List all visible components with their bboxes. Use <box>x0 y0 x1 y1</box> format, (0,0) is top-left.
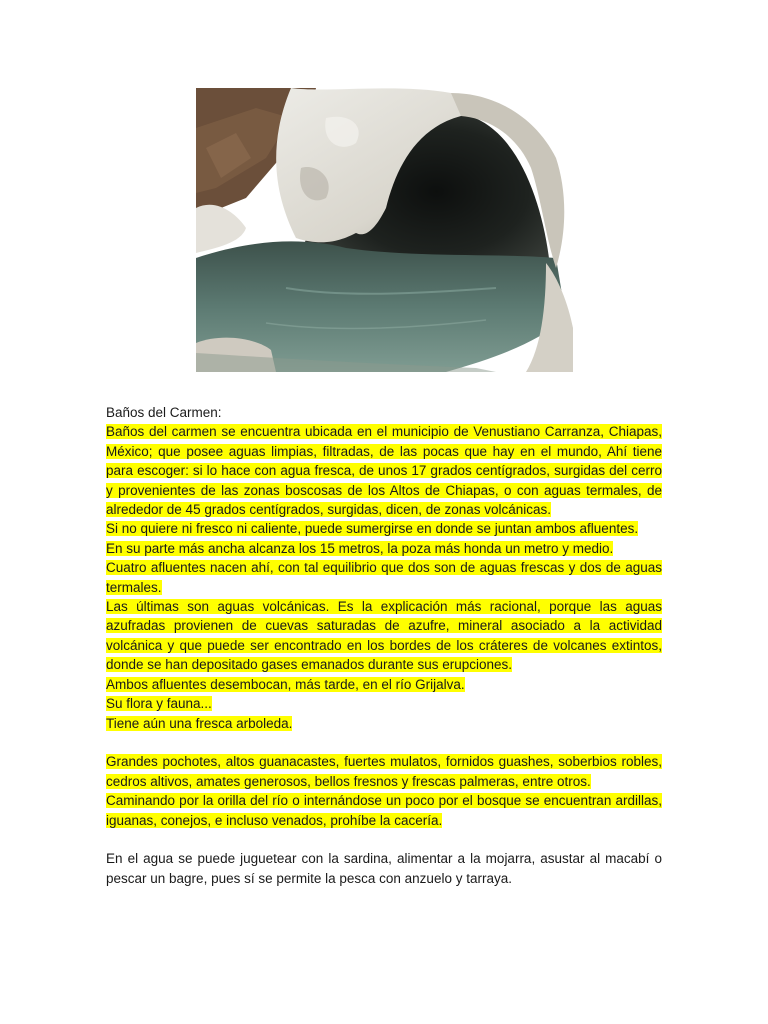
article-heading: Baños del Carmen: <box>106 405 222 420</box>
spacer <box>106 830 662 849</box>
cave-pool-photo <box>196 88 573 372</box>
paragraph-arboleda: Tiene aún una fresca arboleda. <box>106 715 293 731</box>
article-body <box>106 403 662 888</box>
paragraph-location: Baños del carmen se encuentra ubicada en el municipio de Venustiano Carranza, Chiapas, México; que posee aguas limpias, filtradas, de las pocas que hay en el mundo, Ahí tiene para escoger: si lo hace con agua fresca, de unos 17 grados centígrados, surgidas del cerro y provenientes de las zonas boscosas de los Altos de Chiapas, o con aguas termales, de alrededor de 45 grados centígrados, surgidas, dicen, de zonas volcánicas. <box>106 424 662 518</box>
paragraph-flora-title: Su flora y fauna... <box>106 696 212 712</box>
paragraph-mix: Si no quiere ni fresco ni caliente, puede sumergirse en donde se juntan ambos afluentes. <box>106 521 639 537</box>
paragraph-fishing: En el agua se puede juguetear con la sardina, alimentar a la mojarra, asustar al macabí o pescar un bagre, pues sí se permite la pesca con anzuelo y tarraya. <box>106 851 662 886</box>
paragraph-fauna: Caminando por la orilla del río o internándose un poco por el bosque se encuentran ardillas, iguanas, conejos, e incluso venados, prohíbe la cacería. <box>106 793 662 828</box>
paragraph-volcanic: Las últimas son aguas volcánicas. Es la explicación más racional, porque las aguas azufradas provienen de cuevas saturadas de azufre, mineral asociado a la actividad volcánica y que puede ser encontrado en los bordes de los cráteres de volcanes extintos, donde se han depositado gases emanados durante sus erupciones. <box>106 599 662 673</box>
spacer <box>106 733 662 752</box>
paragraph-trees: Grandes pochotes, altos guanacastes, fuertes mulatos, fornidos guashes, soberbios robles, cedros altivos, amates generosos, bellos fresnos y frescas palmeras, entre otros. <box>106 754 662 789</box>
paragraph-size: En su parte más ancha alcanza los 15 metros, la poza más honda un metro y medio. <box>106 540 614 556</box>
paragraph-tributaries: Cuatro afluentes nacen ahí, con tal equilibrio que dos son de aguas frescas y dos de aguas termales. <box>106 560 662 595</box>
paragraph-grijalva: Ambos afluentes desembocan, más tarde, en el río Grijalva. <box>106 676 465 692</box>
